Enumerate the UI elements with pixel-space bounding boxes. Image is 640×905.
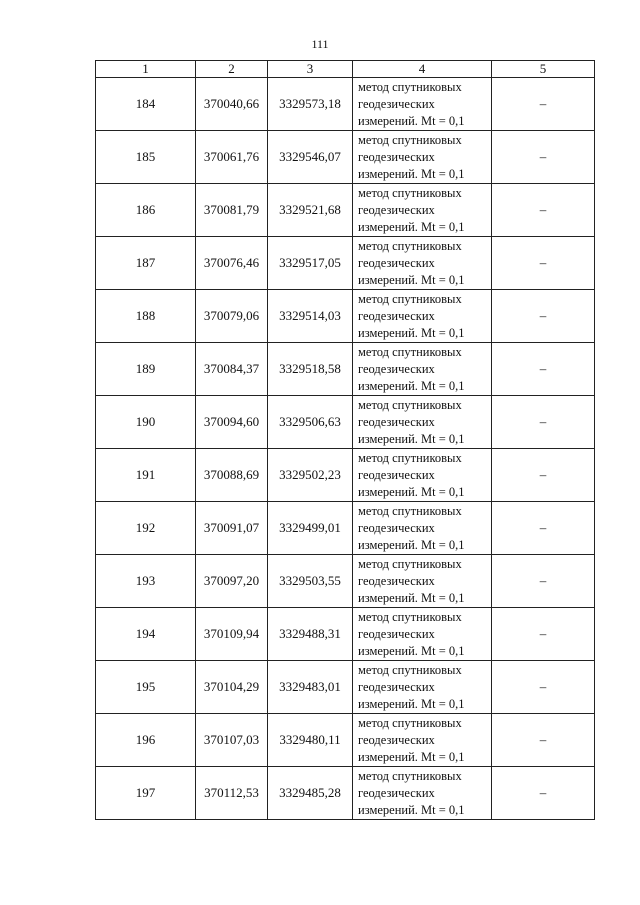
column-header-5: 5 [492, 61, 595, 78]
method-line: геодезических [358, 149, 435, 164]
method-cell [353, 449, 492, 502]
point-number-cell: 195 [96, 661, 196, 714]
column-5-cell: – [492, 449, 595, 502]
method-line: геодезических [358, 202, 435, 217]
point-number-cell: 193 [96, 555, 196, 608]
x-coordinate-cell: 370061,76 [196, 131, 268, 184]
column-5-cell: – [492, 608, 595, 661]
point-number-cell: 186 [96, 184, 196, 237]
method-line: геодезических [358, 96, 435, 111]
method-line: геодезических [358, 626, 435, 641]
y-coordinate-cell: 3329521,68 [268, 184, 353, 237]
method-line: метод спутниковых [358, 397, 462, 412]
column-5-cell: – [492, 237, 595, 290]
y-coordinate-cell: 3329546,07 [268, 131, 353, 184]
method-line: метод спутниковых [358, 609, 462, 624]
table-row [96, 767, 595, 820]
table-row [96, 449, 595, 502]
point-number-cell: 189 [96, 343, 196, 396]
method-cell [353, 396, 492, 449]
method-line: метод спутниковых [358, 450, 462, 465]
method-cell [353, 78, 492, 131]
y-coordinate-cell: 3329480,11 [268, 714, 353, 767]
method-cell [353, 131, 492, 184]
method-line: геодезических [358, 573, 435, 588]
column-5-cell: – [492, 396, 595, 449]
method-line: измерений. Mt = 0,1 [358, 537, 465, 552]
point-number-cell: 197 [96, 767, 196, 820]
y-coordinate-cell: 3329485,28 [268, 767, 353, 820]
y-coordinate-cell: 3329506,63 [268, 396, 353, 449]
method-line: измерений. Mt = 0,1 [358, 431, 465, 446]
table-row [96, 78, 595, 131]
x-coordinate-cell: 370081,79 [196, 184, 268, 237]
table-row [96, 343, 595, 396]
table-row [96, 714, 595, 767]
method-line: измерений. Mt = 0,1 [358, 696, 465, 711]
method-line: измерений. Mt = 0,1 [358, 166, 465, 181]
point-number-cell: 191 [96, 449, 196, 502]
method-line: измерений. Mt = 0,1 [358, 272, 465, 287]
y-coordinate-cell: 3329488,31 [268, 608, 353, 661]
table-row [96, 131, 595, 184]
table-header-row [96, 61, 595, 78]
x-coordinate-cell: 370094,60 [196, 396, 268, 449]
table-row [96, 608, 595, 661]
column-5-cell: – [492, 555, 595, 608]
table-row [96, 396, 595, 449]
method-line: метод спутниковых [358, 768, 462, 783]
method-line: измерений. Mt = 0,1 [358, 802, 465, 817]
column-5-cell: – [492, 343, 595, 396]
x-coordinate-cell: 370079,06 [196, 290, 268, 343]
method-cell [353, 290, 492, 343]
method-cell [353, 661, 492, 714]
method-line: геодезических [358, 308, 435, 323]
method-line: метод спутниковых [358, 556, 462, 571]
column-5-cell: – [492, 767, 595, 820]
column-5-cell: – [492, 131, 595, 184]
method-line: измерений. Mt = 0,1 [358, 113, 465, 128]
method-line: измерений. Mt = 0,1 [358, 484, 465, 499]
method-cell [353, 767, 492, 820]
page-number: 111 [311, 37, 329, 51]
y-coordinate-cell: 3329517,05 [268, 237, 353, 290]
table-row [96, 502, 595, 555]
method-line: геодезических [358, 520, 435, 535]
point-number-cell: 187 [96, 237, 196, 290]
method-line: метод спутниковых [358, 132, 462, 147]
x-coordinate-cell: 370107,03 [196, 714, 268, 767]
method-line: геодезических [358, 467, 435, 482]
method-cell [353, 184, 492, 237]
method-line: метод спутниковых [358, 662, 462, 677]
x-coordinate-cell: 370088,69 [196, 449, 268, 502]
y-coordinate-cell: 3329503,55 [268, 555, 353, 608]
table-row [96, 290, 595, 343]
method-line: геодезических [358, 785, 435, 800]
method-cell [353, 502, 492, 555]
method-cell [353, 714, 492, 767]
point-number-cell: 194 [96, 608, 196, 661]
method-line: измерений. Mt = 0,1 [358, 219, 465, 234]
y-coordinate-cell: 3329573,18 [268, 78, 353, 131]
x-coordinate-cell: 370091,07 [196, 502, 268, 555]
point-number-cell: 192 [96, 502, 196, 555]
method-line: метод спутниковых [358, 715, 462, 730]
column-5-cell: – [492, 78, 595, 131]
method-line: измерений. Mt = 0,1 [358, 749, 465, 764]
table-row [96, 555, 595, 608]
method-line: геодезических [358, 732, 435, 747]
method-line: метод спутниковых [358, 79, 462, 94]
method-line: геодезических [358, 361, 435, 376]
method-line: метод спутниковых [358, 291, 462, 306]
x-coordinate-cell: 370076,46 [196, 237, 268, 290]
y-coordinate-cell: 3329514,03 [268, 290, 353, 343]
point-number-cell: 188 [96, 290, 196, 343]
column-5-cell: – [492, 502, 595, 555]
column-5-cell: – [492, 714, 595, 767]
method-cell [353, 555, 492, 608]
point-number-cell: 196 [96, 714, 196, 767]
x-coordinate-cell: 370097,20 [196, 555, 268, 608]
point-number-cell: 190 [96, 396, 196, 449]
x-coordinate-cell: 370084,37 [196, 343, 268, 396]
coordinates-table [95, 60, 595, 820]
method-line: метод спутниковых [358, 238, 462, 253]
method-cell [353, 608, 492, 661]
table-body [96, 78, 595, 820]
method-line: измерений. Mt = 0,1 [358, 590, 465, 605]
method-line: геодезических [358, 255, 435, 270]
method-line: измерений. Mt = 0,1 [358, 378, 465, 393]
column-header-3: 3 [268, 61, 353, 78]
table-row [96, 661, 595, 714]
method-line: измерений. Mt = 0,1 [358, 643, 465, 658]
y-coordinate-cell: 3329518,58 [268, 343, 353, 396]
column-5-cell: – [492, 184, 595, 237]
method-line: метод спутниковых [358, 185, 462, 200]
point-number-cell: 184 [96, 78, 196, 131]
y-coordinate-cell: 3329499,01 [268, 502, 353, 555]
method-line: метод спутниковых [358, 344, 462, 359]
x-coordinate-cell: 370109,94 [196, 608, 268, 661]
table-row [96, 184, 595, 237]
point-number-cell: 185 [96, 131, 196, 184]
column-header-2: 2 [196, 61, 268, 78]
method-line: измерений. Mt = 0,1 [358, 325, 465, 340]
x-coordinate-cell: 370040,66 [196, 78, 268, 131]
y-coordinate-cell: 3329483,01 [268, 661, 353, 714]
column-header-4: 4 [353, 61, 492, 78]
x-coordinate-cell: 370104,29 [196, 661, 268, 714]
table-row [96, 237, 595, 290]
column-header-1: 1 [96, 61, 196, 78]
method-line: геодезических [358, 679, 435, 694]
x-coordinate-cell: 370112,53 [196, 767, 268, 820]
method-cell [353, 343, 492, 396]
method-line: геодезических [358, 414, 435, 429]
column-5-cell: – [492, 290, 595, 343]
method-cell [353, 237, 492, 290]
y-coordinate-cell: 3329502,23 [268, 449, 353, 502]
method-line: метод спутниковых [358, 503, 462, 518]
column-5-cell: – [492, 661, 595, 714]
